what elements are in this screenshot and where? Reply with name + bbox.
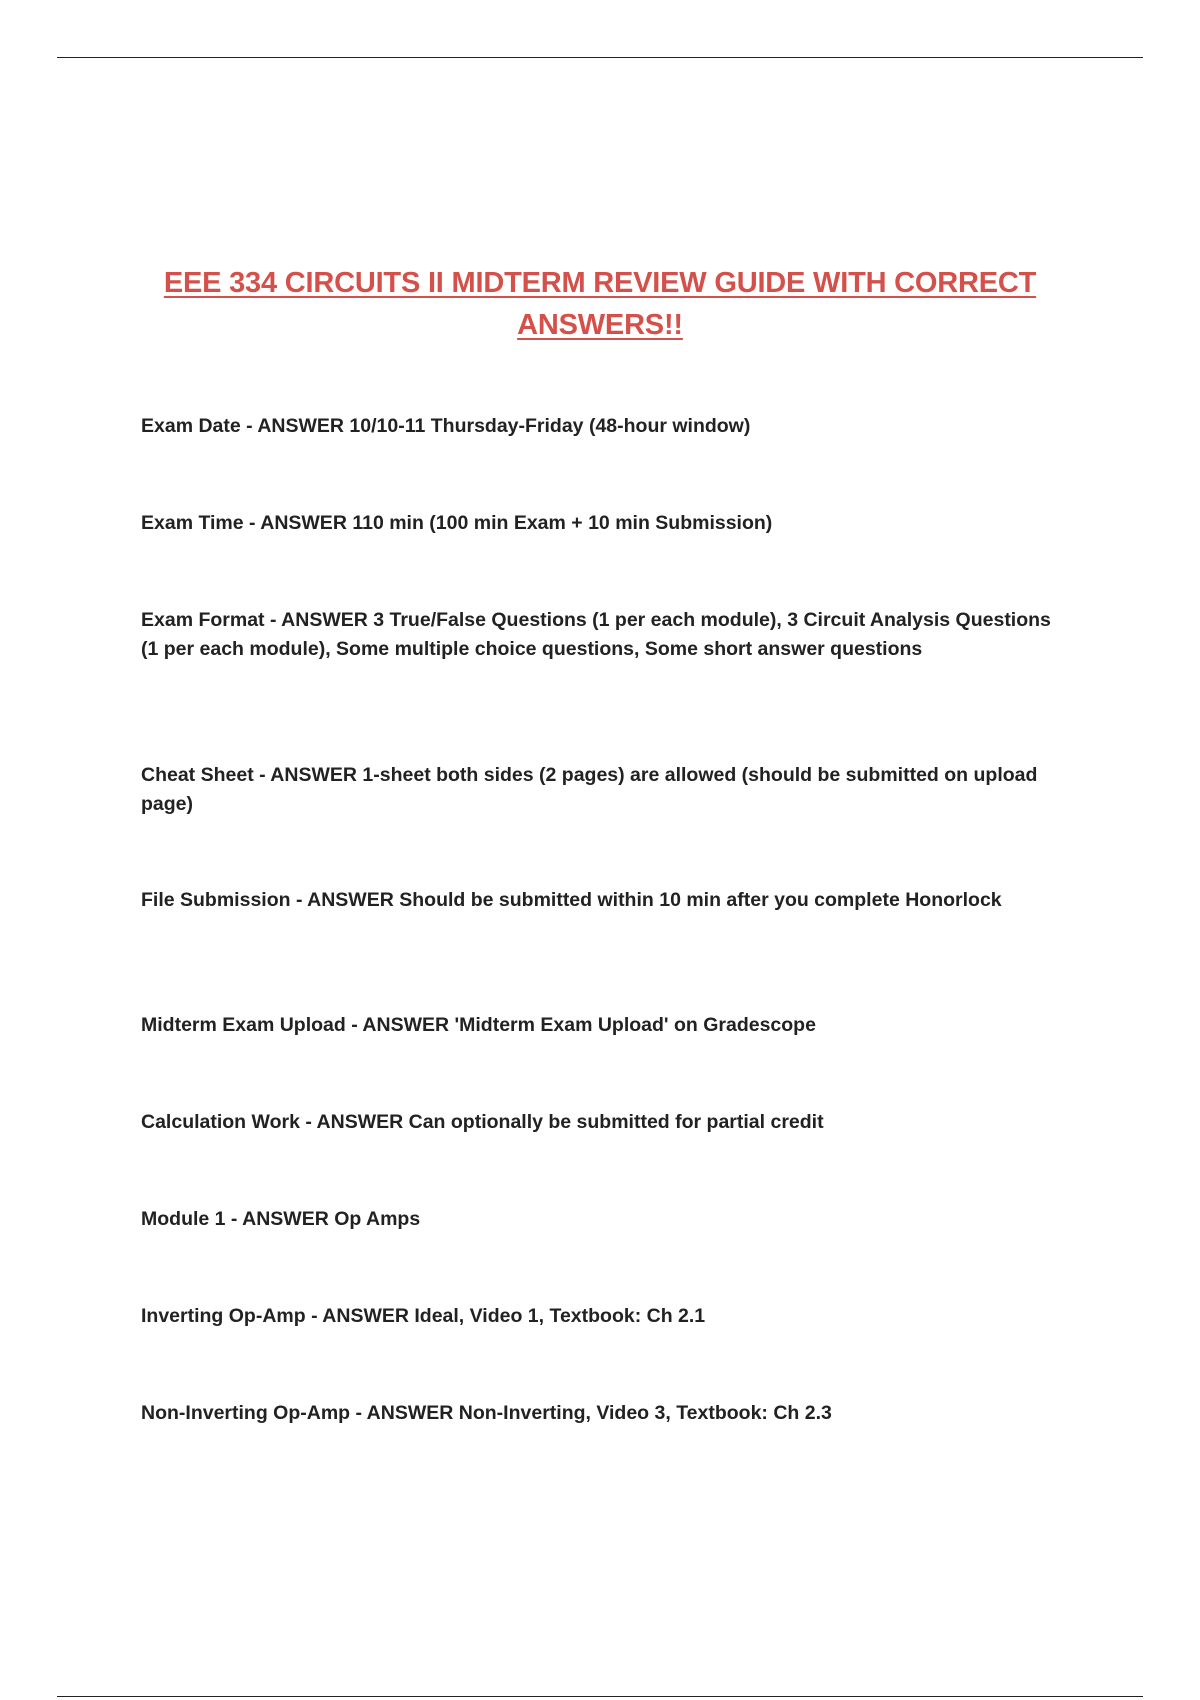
- entry-separator: - ANSWER: [225, 1208, 335, 1230]
- entry-answer: 10/10-11 Thursday-Friday (48-hour window): [349, 415, 751, 437]
- entry-separator: - ANSWER: [243, 512, 353, 534]
- entry-answer: Non-Inverting, Video 3, Textbook: Ch 2.3: [458, 1402, 832, 1424]
- qa-entry: [141, 1205, 1061, 1234]
- entry-answer: Ideal, Video 1, Textbook: Ch 2.1: [414, 1305, 706, 1327]
- bottom-divider: [57, 1696, 1143, 1697]
- entry-separator: - ANSWER: [240, 415, 350, 437]
- entry-answer: Op Amps: [334, 1208, 421, 1230]
- qa-entry: [141, 1302, 1061, 1331]
- document-title: EEE 334 CIRCUITS II MIDTERM REVIEW GUIDE WITH CORRECT ANSWERS!!: [163, 267, 1037, 341]
- entry-separator: - ANSWER: [253, 764, 363, 786]
- entry-term: Inverting Op-Amp: [141, 1305, 306, 1327]
- entry-separator: - ANSWER: [350, 1402, 459, 1424]
- entry-answer: 3 True/False Questions (1 per each module), 3 Circuit Analysis Questions (1 per each module), Some multiple choice questions, Some short answer questions: [141, 609, 1051, 660]
- top-divider: [57, 57, 1143, 58]
- qa-entry: [141, 606, 1061, 663]
- entry-answer: Should be submitted within 10 min after you complete Honorlock: [399, 889, 1002, 911]
- entry-term: Cheat Sheet: [141, 764, 254, 786]
- entry-term: Exam Date: [141, 415, 241, 437]
- qa-entry: [141, 412, 1061, 441]
- entry-separator: - ANSWER: [299, 1111, 409, 1133]
- entry-answer: 110 min (100 min Exam + 10 min Submission): [352, 512, 773, 534]
- entry-separator: - ANSWER: [290, 889, 400, 911]
- entry-term: File Submission: [141, 889, 291, 911]
- entry-answer: 'Midterm Exam Upload' on Gradescope: [454, 1014, 816, 1036]
- entry-answer: Can optionally be submitted for partial credit: [408, 1111, 824, 1133]
- entry-term: Exam Time: [141, 512, 244, 534]
- entry-term: Calculation Work: [141, 1111, 300, 1133]
- entry-separator: - ANSWER: [264, 609, 374, 631]
- qa-entry: [141, 509, 1061, 538]
- entry-separator: - ANSWER: [305, 1305, 415, 1327]
- entry-separator: - ANSWER: [345, 1014, 455, 1036]
- qa-entry: [141, 1399, 1061, 1428]
- entry-term: Midterm Exam Upload: [141, 1014, 346, 1036]
- qa-entry: [141, 886, 1061, 915]
- entry-term: Module 1: [141, 1208, 226, 1230]
- entry-term: Exam Format: [141, 609, 265, 631]
- qa-entry: [141, 1108, 1061, 1137]
- qa-entry: [141, 1011, 1061, 1040]
- qa-entry: [141, 761, 1061, 818]
- entry-term: Non-Inverting Op-Amp: [141, 1402, 351, 1424]
- entry-answer: 1-sheet both sides (2 pages) are allowed (should be submitted on upload page): [141, 764, 1038, 815]
